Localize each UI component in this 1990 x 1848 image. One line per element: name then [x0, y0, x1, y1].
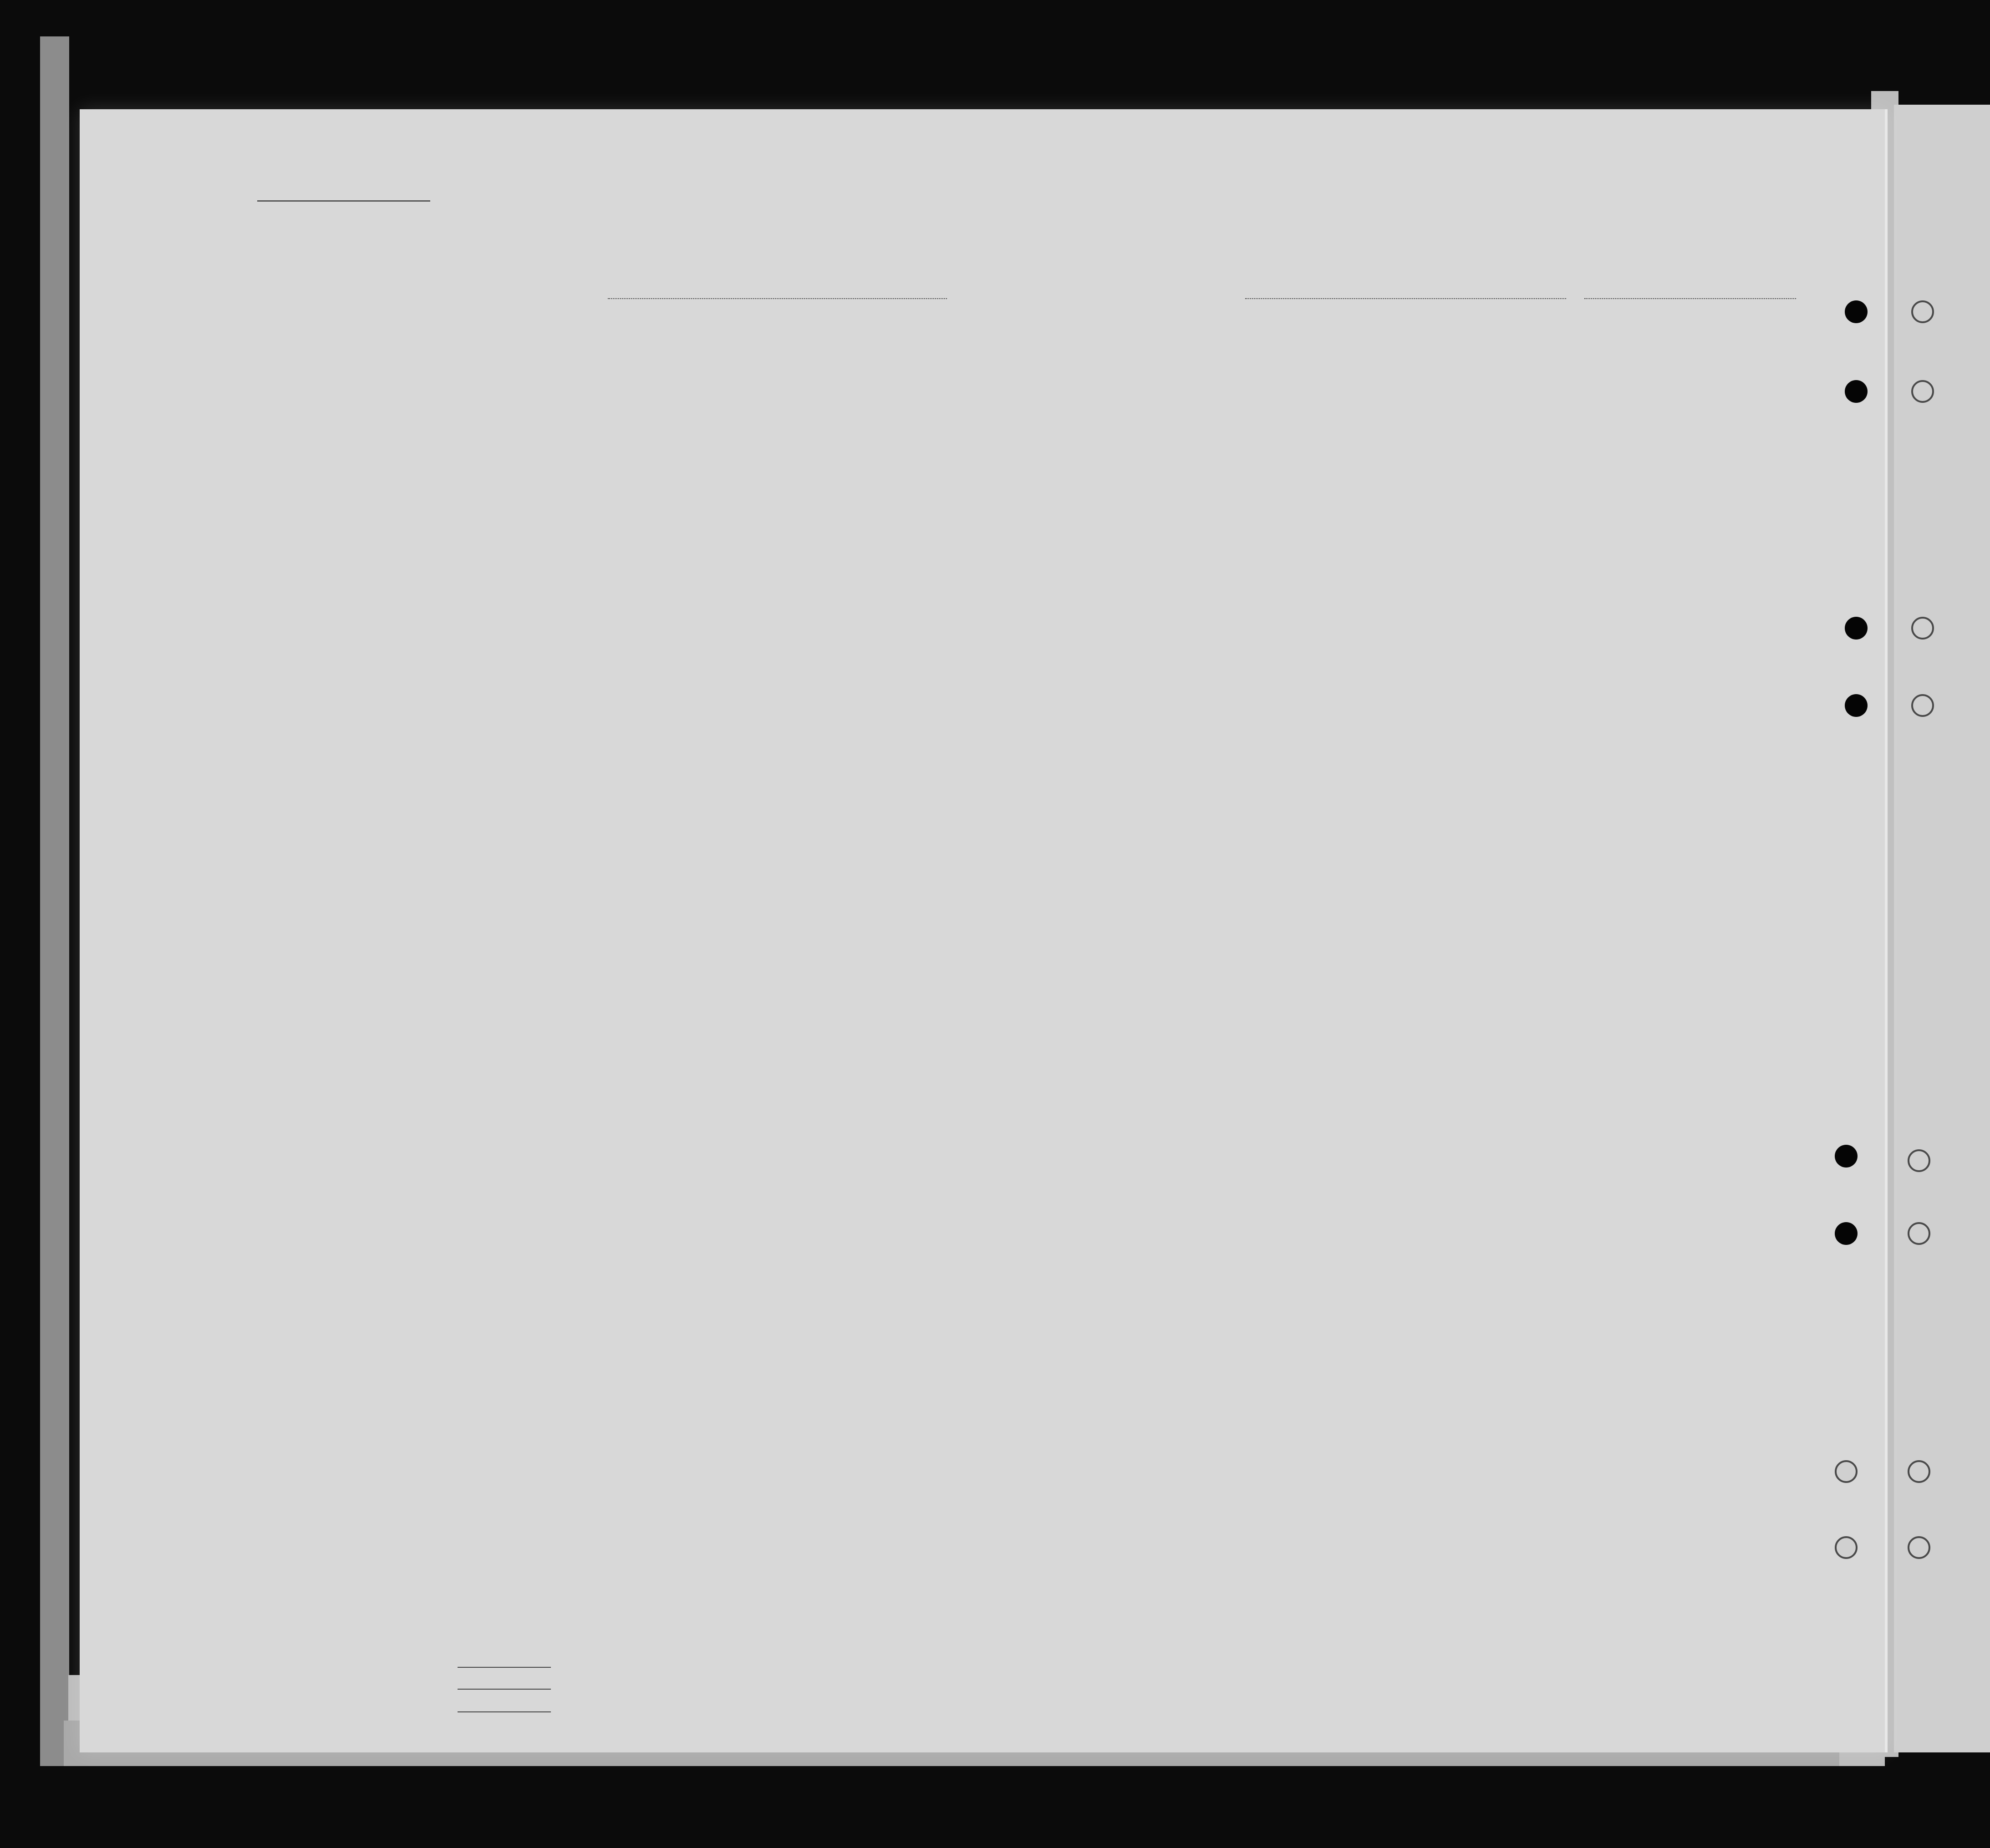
binder-hole	[1908, 1149, 1930, 1172]
binder-hole	[1845, 380, 1868, 403]
binder-hole	[1908, 1460, 1930, 1483]
binder-hole	[1911, 617, 1934, 640]
binder-hole	[1911, 694, 1934, 717]
binder-hole	[1835, 1145, 1858, 1168]
binder-hole	[1845, 300, 1868, 323]
binder-hole	[1911, 300, 1934, 323]
us-citizens-line	[458, 1689, 551, 1690]
binder-hole	[1845, 617, 1868, 640]
binder-hole	[1911, 380, 1934, 403]
manifest-grid	[80, 109, 1885, 1752]
binder-hole	[1908, 1536, 1930, 1559]
binder-hole	[1835, 1222, 1858, 1245]
binder-hole	[1845, 694, 1868, 717]
binder-hole	[1908, 1222, 1930, 1245]
total-passengers-line	[458, 1667, 551, 1668]
film-edge	[40, 36, 69, 1766]
next-page	[1894, 105, 1990, 1752]
manifest-sheet	[80, 109, 1888, 1752]
aliens-line	[458, 1711, 551, 1712]
binder-hole	[1835, 1536, 1858, 1559]
binder-hole	[1835, 1460, 1858, 1483]
